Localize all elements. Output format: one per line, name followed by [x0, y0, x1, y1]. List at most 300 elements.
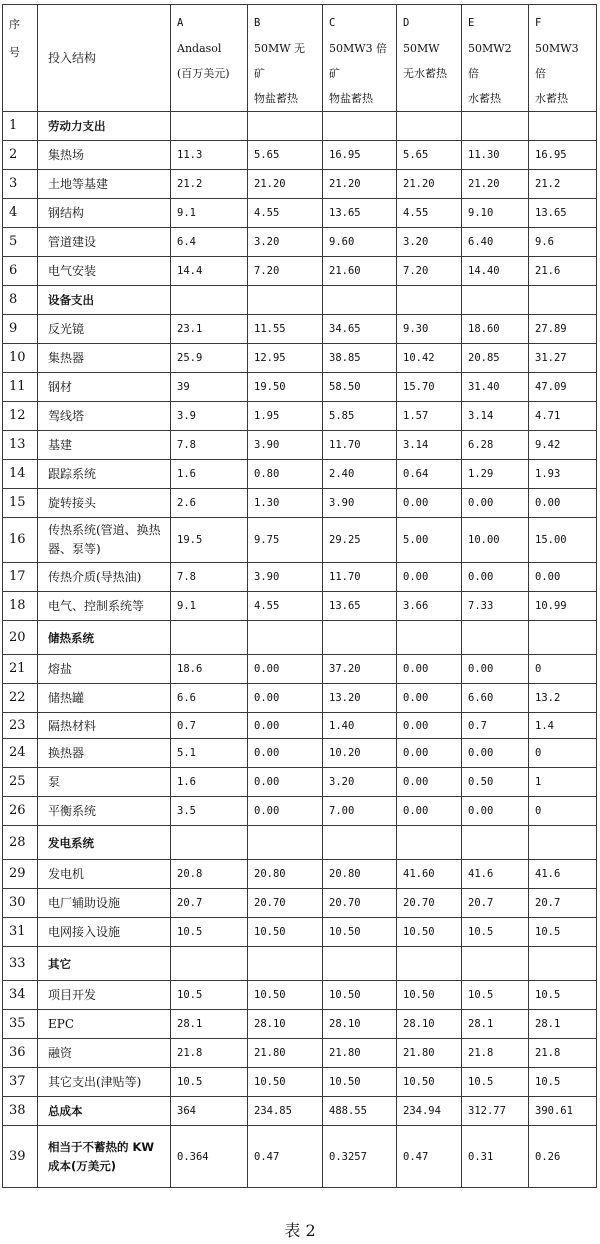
value-cell-d: 10.50 [397, 918, 462, 947]
row-index: 2 [3, 141, 38, 170]
header-col-line: (百万美元) [177, 67, 230, 80]
value-cell-e: 6.60 [462, 684, 529, 713]
row-index: 37 [3, 1068, 38, 1097]
value-cell-a: 28.1 [171, 1010, 248, 1039]
row-index: 33 [3, 947, 38, 981]
table-row [3, 826, 597, 860]
value-cell-e: 0.50 [462, 768, 529, 797]
row-label: 其它 [48, 956, 71, 971]
value-cell-e: 21.8 [462, 1039, 529, 1068]
value-cell-e: 31.40 [462, 373, 529, 402]
header-index [3, 5, 38, 112]
value-cell-c: 1.40 [323, 713, 397, 739]
value-cell-a: 21.8 [171, 1039, 248, 1068]
value-cell-f: 0.00 [529, 563, 597, 592]
value-cell-b: 10.50 [248, 918, 323, 947]
table-caption: 表 2 [284, 1221, 316, 1240]
value-cell-e: 6.40 [462, 228, 529, 257]
row-index: 21 [3, 655, 38, 684]
value-cell-b: 20.80 [248, 860, 323, 889]
row-index: 35 [3, 1010, 38, 1039]
value-cell-a: 39 [171, 373, 248, 402]
value-cell-f: 21.2 [529, 170, 597, 199]
value-cell-a: 9.1 [171, 592, 248, 621]
value-cell-c: 3.90 [323, 489, 397, 518]
row-index: 10 [3, 344, 38, 373]
row-label-cell [38, 1039, 171, 1068]
value-cell-f: 4.71 [529, 402, 597, 431]
value-cell-c: 11.70 [323, 431, 397, 460]
table-row [3, 947, 597, 981]
row-label-cell [38, 199, 171, 228]
row-label: 传热介质(导热油) [48, 570, 142, 584]
row-label: 驾线塔 [48, 409, 85, 423]
table-row [3, 286, 597, 315]
value-cell-f: 0.26 [529, 1126, 597, 1188]
row-label-cell [38, 489, 171, 518]
value-cell-a: 21.2 [171, 170, 248, 199]
value-cell-e [462, 826, 529, 860]
value-cell-c [323, 826, 397, 860]
row-label-cell [38, 768, 171, 797]
value-cell-b: 21.20 [248, 170, 323, 199]
header-col-letter: E [468, 17, 475, 29]
value-cell-a: 5.1 [171, 739, 248, 768]
row-label-cell [38, 518, 171, 563]
value-cell-d: 0.00 [397, 655, 462, 684]
row-index: 17 [3, 563, 38, 592]
value-cell-c: 28.10 [323, 1010, 397, 1039]
header-col-b [248, 5, 323, 112]
value-cell-d: 28.10 [397, 1010, 462, 1039]
value-cell-a: 14.4 [171, 257, 248, 286]
value-cell-b: 4.55 [248, 592, 323, 621]
row-index: 1 [3, 112, 38, 141]
row-label: EPC [48, 1017, 75, 1031]
value-cell-d: 5.65 [397, 141, 462, 170]
value-cell-c: 20.80 [323, 860, 397, 889]
header-col-letter: A [177, 17, 184, 29]
value-cell-d [397, 947, 462, 981]
row-label-cell [38, 981, 171, 1010]
value-cell-f [529, 947, 597, 981]
value-cell-d [397, 286, 462, 315]
value-cell-b: 12.95 [248, 344, 323, 373]
row-label: 跟踪系统 [48, 467, 97, 481]
table-row [3, 199, 597, 228]
row-index: 39 [3, 1126, 38, 1188]
cost-table [2, 4, 597, 1188]
row-label: 融资 [48, 1046, 73, 1060]
row-index: 18 [3, 592, 38, 621]
row-label: 项目开发 [48, 988, 97, 1002]
value-cell-e: 0.00 [462, 739, 529, 768]
table-row [3, 797, 597, 826]
row-label-cell [38, 655, 171, 684]
header-col-letter: F [535, 17, 542, 29]
value-cell-d: 21.80 [397, 1039, 462, 1068]
row-index: 26 [3, 797, 38, 826]
row-index: 29 [3, 860, 38, 889]
value-cell-b: 0.47 [248, 1126, 323, 1188]
value-cell-c: 9.60 [323, 228, 397, 257]
value-cell-c: 38.85 [323, 344, 397, 373]
table-row [3, 431, 597, 460]
value-cell-f: 41.6 [529, 860, 597, 889]
value-cell-d: 15.70 [397, 373, 462, 402]
table-row [3, 739, 597, 768]
table-row [3, 460, 597, 489]
row-label: 设备支出 [48, 293, 94, 307]
value-cell-a [171, 112, 248, 141]
row-index: 36 [3, 1039, 38, 1068]
value-cell-c: 37.20 [323, 655, 397, 684]
value-cell-f: 0 [529, 739, 597, 768]
value-cell-d: 10.42 [397, 344, 462, 373]
row-index: 25 [3, 768, 38, 797]
value-cell-c: 3.20 [323, 768, 397, 797]
row-label: 储热系统 [48, 630, 94, 645]
value-cell-f: 1.93 [529, 460, 597, 489]
value-cell-a: 3.5 [171, 797, 248, 826]
header-col-line: 50MW2 倍 [468, 42, 512, 80]
row-index: 12 [3, 402, 38, 431]
value-cell-b: 0.00 [248, 797, 323, 826]
value-cell-b: 20.70 [248, 889, 323, 918]
table-row [3, 1126, 597, 1188]
row-label: 隔热材料 [48, 718, 97, 733]
value-cell-c: 20.70 [323, 889, 397, 918]
value-cell-e [462, 286, 529, 315]
value-cell-e: 11.30 [462, 141, 529, 170]
value-cell-b [248, 621, 323, 655]
value-cell-d: 0.00 [397, 563, 462, 592]
value-cell-f: 21.6 [529, 257, 597, 286]
value-cell-a: 364 [171, 1097, 248, 1126]
value-cell-e: 0.7 [462, 713, 529, 739]
value-cell-e: 41.6 [462, 860, 529, 889]
value-cell-b: 3.20 [248, 228, 323, 257]
row-label-cell [38, 1126, 171, 1188]
row-label: 劳动力支出 [48, 119, 106, 133]
header-col-d [397, 5, 462, 112]
value-cell-f: 10.5 [529, 1068, 597, 1097]
value-cell-b: 4.55 [248, 199, 323, 228]
row-index: 6 [3, 257, 38, 286]
row-index: 15 [3, 489, 38, 518]
row-label: 管道建设 [48, 235, 97, 249]
value-cell-f [529, 621, 597, 655]
row-index: 14 [3, 460, 38, 489]
value-cell-c: 488.55 [323, 1097, 397, 1126]
value-cell-b: 1.95 [248, 402, 323, 431]
value-cell-d: 5.00 [397, 518, 462, 563]
value-cell-e: 28.1 [462, 1010, 529, 1039]
value-cell-d: 0.00 [397, 684, 462, 713]
value-cell-e: 10.5 [462, 1068, 529, 1097]
row-label-cell [38, 797, 171, 826]
value-cell-d: 0.00 [397, 739, 462, 768]
value-cell-b: 3.90 [248, 563, 323, 592]
value-cell-a: 20.7 [171, 889, 248, 918]
row-label: 土地等基建 [48, 177, 109, 191]
row-index: 24 [3, 739, 38, 768]
value-cell-a: 3.9 [171, 402, 248, 431]
row-label-cell [38, 1010, 171, 1039]
row-index: 30 [3, 889, 38, 918]
value-cell-a [171, 286, 248, 315]
row-label: 泵 [48, 775, 61, 789]
value-cell-b: 7.20 [248, 257, 323, 286]
value-cell-c: 13.65 [323, 199, 397, 228]
value-cell-f: 1 [529, 768, 597, 797]
row-label: 钢结构 [48, 206, 85, 220]
value-cell-d [397, 112, 462, 141]
row-label: 电网接入设施 [48, 925, 121, 939]
value-cell-d: 234.94 [397, 1097, 462, 1126]
value-cell-e: 7.33 [462, 592, 529, 621]
value-cell-b: 0.00 [248, 768, 323, 797]
row-index: 38 [3, 1097, 38, 1126]
row-label-cell [38, 460, 171, 489]
value-cell-b: 21.80 [248, 1039, 323, 1068]
row-label-cell [38, 431, 171, 460]
row-index: 5 [3, 228, 38, 257]
table-row [3, 1097, 597, 1126]
row-label: 平衡系统 [48, 804, 97, 818]
value-cell-f: 10.99 [529, 592, 597, 621]
value-cell-f: 0 [529, 655, 597, 684]
row-label: 传热系统(管道、换热器、泵等) [48, 523, 161, 556]
row-label-cell [38, 373, 171, 402]
value-cell-b: 10.50 [248, 1068, 323, 1097]
table-row [3, 228, 597, 257]
value-cell-a: 0.364 [171, 1126, 248, 1188]
row-index: 31 [3, 918, 38, 947]
header-col-e [462, 5, 529, 112]
value-cell-a: 7.8 [171, 563, 248, 592]
row-label: 集热器 [48, 351, 85, 365]
value-cell-e: 0.00 [462, 655, 529, 684]
value-cell-e: 18.60 [462, 315, 529, 344]
value-cell-a [171, 621, 248, 655]
row-index: 9 [3, 315, 38, 344]
value-cell-f: 10.5 [529, 981, 597, 1010]
value-cell-e: 10.00 [462, 518, 529, 563]
table-row [3, 684, 597, 713]
value-cell-f [529, 826, 597, 860]
row-label-cell [38, 170, 171, 199]
value-cell-f: 27.89 [529, 315, 597, 344]
value-cell-b: 0.00 [248, 684, 323, 713]
row-label-cell [38, 826, 171, 860]
value-cell-f: 13.65 [529, 199, 597, 228]
value-cell-a: 10.5 [171, 918, 248, 947]
value-cell-a: 19.5 [171, 518, 248, 563]
value-cell-d [397, 826, 462, 860]
value-cell-d: 7.20 [397, 257, 462, 286]
header-col-line: 50MW 无矿 [254, 42, 306, 80]
row-label-cell [38, 563, 171, 592]
value-cell-b: 5.65 [248, 141, 323, 170]
row-label: 钢材 [48, 380, 73, 394]
value-cell-b [248, 112, 323, 141]
value-cell-b: 11.55 [248, 315, 323, 344]
value-cell-d: 0.64 [397, 460, 462, 489]
value-cell-f: 390.61 [529, 1097, 597, 1126]
value-cell-e: 20.85 [462, 344, 529, 373]
value-cell-c: 21.20 [323, 170, 397, 199]
value-cell-a: 10.5 [171, 1068, 248, 1097]
table-row [3, 518, 597, 563]
table-row [3, 1010, 597, 1039]
table-row [3, 655, 597, 684]
header-col-line: Andasol [177, 42, 222, 55]
value-cell-e: 0.00 [462, 489, 529, 518]
value-cell-f: 20.7 [529, 889, 597, 918]
row-index: 8 [3, 286, 38, 315]
value-cell-c: 29.25 [323, 518, 397, 563]
row-label-cell [38, 402, 171, 431]
value-cell-c [323, 947, 397, 981]
value-cell-c: 10.50 [323, 918, 397, 947]
header-col-line: 物盐蓄热 [254, 92, 298, 105]
header-index-line: 号 [9, 46, 20, 59]
header-col-letter: D [403, 17, 410, 29]
table-row [3, 981, 597, 1010]
value-cell-b: 3.90 [248, 431, 323, 460]
header-col-line: 50MW [403, 42, 440, 55]
value-cell-c: 5.85 [323, 402, 397, 431]
value-cell-e: 9.10 [462, 199, 529, 228]
row-label-cell [38, 621, 171, 655]
row-index: 28 [3, 826, 38, 860]
value-cell-d: 0.47 [397, 1126, 462, 1188]
value-cell-a: 6.4 [171, 228, 248, 257]
value-cell-e [462, 947, 529, 981]
value-cell-f: 15.00 [529, 518, 597, 563]
row-label-cell [38, 592, 171, 621]
header-structure [38, 5, 171, 112]
value-cell-d: 0.00 [397, 489, 462, 518]
table-header-row [3, 5, 597, 112]
table-row [3, 344, 597, 373]
table-row [3, 489, 597, 518]
row-label: 反光镜 [48, 322, 85, 336]
value-cell-b: 0.00 [248, 713, 323, 739]
value-cell-e: 21.20 [462, 170, 529, 199]
row-label: 基建 [48, 438, 73, 452]
value-cell-e: 0.00 [462, 563, 529, 592]
value-cell-a: 11.3 [171, 141, 248, 170]
value-cell-d: 9.30 [397, 315, 462, 344]
value-cell-b [248, 947, 323, 981]
value-cell-c: 34.65 [323, 315, 397, 344]
row-index: 3 [3, 170, 38, 199]
table-row [3, 860, 597, 889]
value-cell-b: 10.50 [248, 981, 323, 1010]
value-cell-a: 18.6 [171, 655, 248, 684]
table-row [3, 141, 597, 170]
row-label-cell [38, 257, 171, 286]
value-cell-a: 20.8 [171, 860, 248, 889]
value-cell-c [323, 621, 397, 655]
value-cell-e: 1.29 [462, 460, 529, 489]
value-cell-f [529, 112, 597, 141]
row-label-cell [38, 286, 171, 315]
table-row [3, 918, 597, 947]
table-row [3, 257, 597, 286]
value-cell-a: 0.7 [171, 713, 248, 739]
header-structure-label: 投入结构 [48, 50, 97, 65]
value-cell-b: 1.30 [248, 489, 323, 518]
row-label: 电气安装 [48, 264, 97, 278]
value-cell-a: 1.6 [171, 460, 248, 489]
value-cell-f: 31.27 [529, 344, 597, 373]
value-cell-d: 0.00 [397, 797, 462, 826]
row-index: 20 [3, 621, 38, 655]
value-cell-a: 10.5 [171, 981, 248, 1010]
row-label-cell [38, 889, 171, 918]
table-row [3, 170, 597, 199]
table-row [3, 889, 597, 918]
value-cell-c: 13.65 [323, 592, 397, 621]
value-cell-f [529, 286, 597, 315]
value-cell-c: 10.20 [323, 739, 397, 768]
header-col-letter: C [329, 17, 336, 29]
value-cell-b [248, 286, 323, 315]
value-cell-d [397, 621, 462, 655]
table-row [3, 713, 597, 739]
value-cell-d: 10.50 [397, 1068, 462, 1097]
value-cell-d: 1.57 [397, 402, 462, 431]
value-cell-a: 23.1 [171, 315, 248, 344]
value-cell-f: 9.42 [529, 431, 597, 460]
value-cell-e [462, 112, 529, 141]
table-row [3, 402, 597, 431]
row-label-cell [38, 860, 171, 889]
value-cell-f: 9.6 [529, 228, 597, 257]
value-cell-b: 9.75 [248, 518, 323, 563]
row-index: 23 [3, 713, 38, 739]
value-cell-f: 0.00 [529, 489, 597, 518]
value-cell-c: 2.40 [323, 460, 397, 489]
row-index: 11 [3, 373, 38, 402]
value-cell-a: 2.6 [171, 489, 248, 518]
value-cell-a: 7.8 [171, 431, 248, 460]
row-label: 发电机 [48, 867, 85, 881]
value-cell-f: 21.8 [529, 1039, 597, 1068]
header-col-line: 50MW3 倍矿 [329, 42, 388, 80]
row-label-cell [38, 315, 171, 344]
row-label: 储热罐 [48, 691, 85, 705]
value-cell-a: 9.1 [171, 199, 248, 228]
value-cell-a: 25.9 [171, 344, 248, 373]
value-cell-a: 6.6 [171, 684, 248, 713]
table-row [3, 563, 597, 592]
value-cell-d: 0.00 [397, 713, 462, 739]
row-label: 发电系统 [48, 835, 94, 850]
value-cell-d: 3.14 [397, 431, 462, 460]
value-cell-f: 13.2 [529, 684, 597, 713]
value-cell-e: 312.77 [462, 1097, 529, 1126]
value-cell-d: 3.66 [397, 592, 462, 621]
header-col-a [171, 5, 248, 112]
row-label: 集热场 [48, 148, 85, 162]
row-label: 总成本 [48, 1104, 83, 1118]
value-cell-f: 0 [529, 797, 597, 826]
row-label-cell [38, 713, 171, 739]
